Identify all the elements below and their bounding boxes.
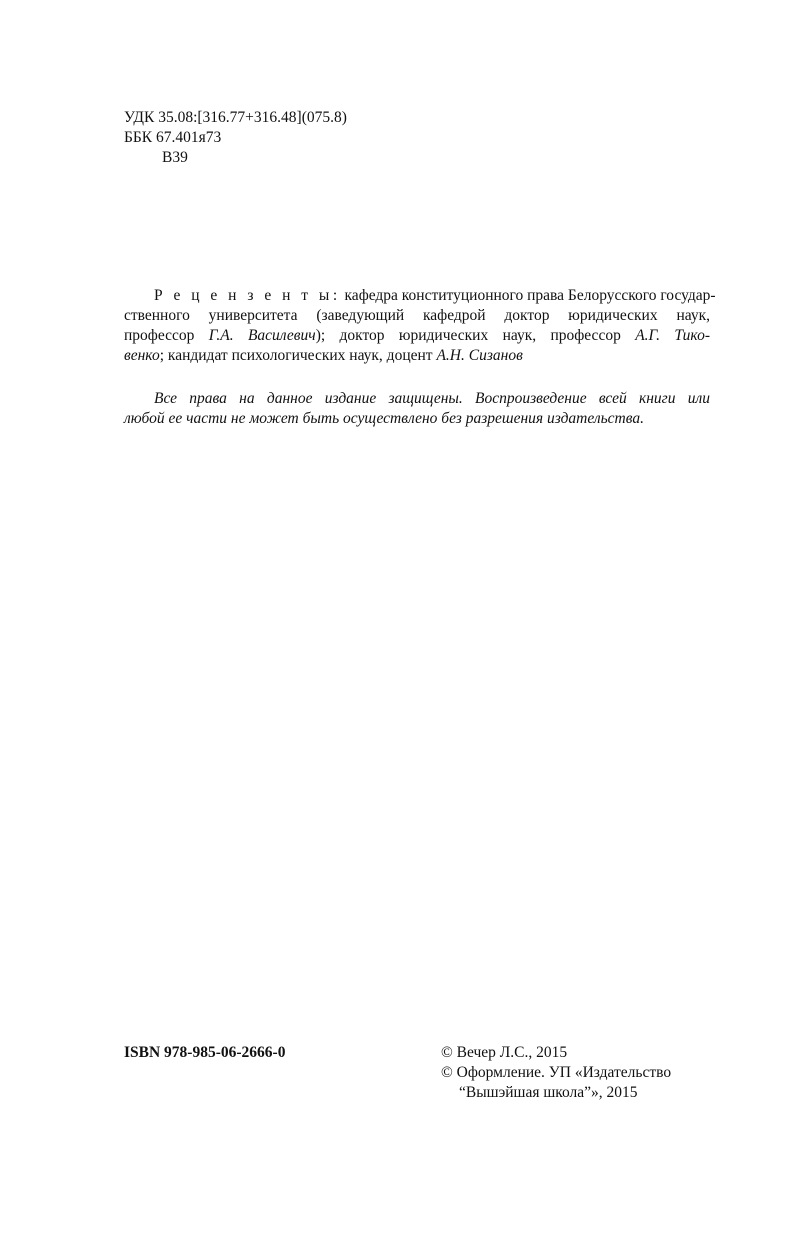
- rights-notice: [124, 389, 710, 429]
- isbn-number: ISBN 978-985-06-2666-0: [124, 1044, 286, 1061]
- author-mark: В39: [162, 149, 188, 166]
- copyright-publisher: “Вышэйшая школа”», 2015: [459, 1084, 638, 1101]
- classification-codes: [124, 108, 347, 168]
- reviewer-name-vasilevich: Г.А. Василевич: [208, 327, 316, 344]
- udk-code: УДК 35.08:[316.77+316.48](075.8): [124, 109, 347, 126]
- reviewer-name-tikovenko-part1: А.Г. Тико-: [635, 327, 710, 344]
- reviewers-line-1: [124, 286, 716, 306]
- copyright-design: © Оформление. УП «Издательство: [441, 1064, 672, 1081]
- reviewers-line-1-text: кафедра конституционного права Белорусского государ-: [340, 287, 716, 304]
- reviewers-line-2: ственного университета (заведующий кафедрой доктор юридических наук,: [124, 307, 710, 324]
- reviewers-line-4: [124, 346, 710, 366]
- reviewers-line-4-middle: ; кандидат психологических наук, доцент: [159, 347, 437, 364]
- reviewer-name-tikovenko-part2: венко: [124, 347, 160, 364]
- reviewers-heading: Р е ц е н з е н т ы:: [154, 287, 341, 304]
- copyright-block: [441, 1043, 671, 1103]
- rights-line-1: Все права на данное издание защищены. Воспроизведение всей книги или: [154, 390, 710, 407]
- rights-line-2: любой ее части не может быть осуществлено без разрешения издательства.: [124, 410, 644, 427]
- reviewers-line-3-prefix: профессор: [124, 327, 209, 344]
- reviewers-line-3-middle: ); доктор юридических наук, профессор: [315, 327, 636, 344]
- reviewers-paragraph: [124, 286, 716, 366]
- bbk-code: ББК 67.401я73: [124, 129, 222, 146]
- reviewer-name-sizanov: А.Н. Сизанов: [436, 347, 523, 364]
- reviewers-line-3: [124, 326, 710, 346]
- copyright-author: © Вечер Л.С., 2015: [441, 1044, 568, 1061]
